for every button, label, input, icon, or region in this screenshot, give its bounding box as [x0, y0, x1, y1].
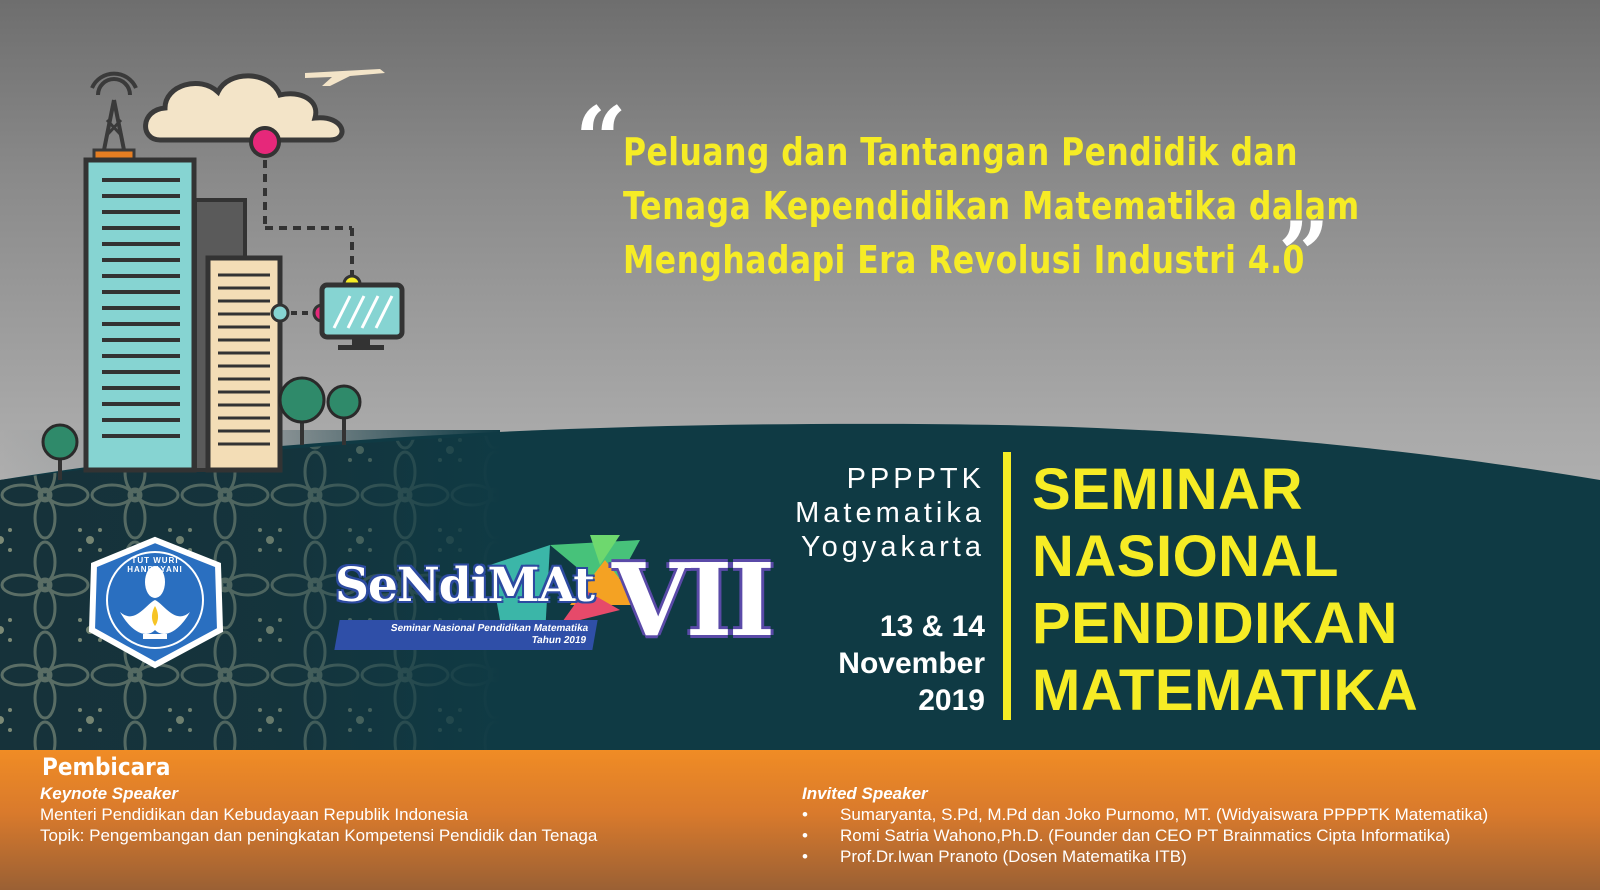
building-beige	[208, 258, 280, 470]
keynote-line-2: Topik: Pengembangan dan peningkatan Kompetensi Pendidik dan Tenaga	[40, 826, 598, 845]
sendimat-brand: SeNdiMAt	[335, 558, 594, 613]
sendimat-year: Tahun 2019	[530, 635, 587, 646]
quote-open-icon: “	[575, 87, 627, 193]
title-line-2: NASIONAL	[1032, 524, 1339, 589]
date-line-1: 13 & 14	[879, 610, 985, 643]
sendimat-edition: VII	[612, 541, 772, 659]
building-teal	[86, 160, 194, 470]
organizer-line-1: PPPPTK	[846, 463, 985, 495]
antenna-icon	[92, 74, 136, 160]
organizer-line-2: Matematika	[795, 497, 985, 529]
event-date	[780, 608, 985, 719]
date-line-2: November	[838, 647, 985, 680]
emblem-text: TUT WURI HANDAYANI	[127, 556, 183, 574]
airplane-icon	[305, 69, 385, 86]
event-title	[1032, 456, 1418, 724]
organizer	[760, 462, 985, 564]
quote-line-3: Menghadapi Era Revolusi Industri 4.0	[623, 238, 1305, 282]
title-line-4: MATEMATIKA	[1032, 658, 1419, 723]
sendimat-subtitle-banner	[334, 620, 597, 650]
cloud-icon	[146, 76, 342, 140]
invited-item: • Prof.Dr.Iwan Pranoto (Dosen Matematika ITB)	[802, 846, 1488, 867]
quote-line-2: Tenaga Kependidikan Matematika dalam	[623, 184, 1360, 228]
title-line-3: PENDIDIKAN	[1032, 591, 1398, 656]
theme-quote	[578, 125, 1378, 287]
title-divider	[1003, 452, 1011, 720]
keynote-label: Keynote Speaker	[40, 784, 178, 803]
keynote-line-1: Menteri Pendidikan dan Kebudayaan Republik Indonesia	[40, 805, 469, 824]
invited-label: Invited Speaker	[802, 784, 928, 803]
invited-item: • Romi Satria Wahono,Ph.D. (Founder dan CEO PT Brainmatics Cipta Informatika)	[802, 825, 1488, 846]
date-line-3: 2019	[918, 684, 985, 717]
monitor-icon	[322, 285, 402, 350]
invited-speakers	[802, 783, 1488, 867]
quote-line-1: Peluang dan Tantangan Pendidik dan	[623, 130, 1298, 174]
speakers-heading: Pembicara	[42, 753, 171, 781]
quote-close-icon: ”	[1278, 202, 1330, 308]
sendimat-subtitle: Seminar Nasional Pendidikan Matematika	[389, 623, 590, 634]
organizer-line-3: Yogyakarta	[800, 531, 985, 563]
invited-list	[802, 804, 1488, 867]
keynote-speaker	[40, 783, 597, 846]
title-line-1: SEMINAR	[1032, 457, 1303, 522]
invited-item: • Sumaryanta, S.Pd, M.Pd dan Joko Purnomo, MT. (Widyaiswara PPPPTK Matematika)	[802, 804, 1488, 825]
